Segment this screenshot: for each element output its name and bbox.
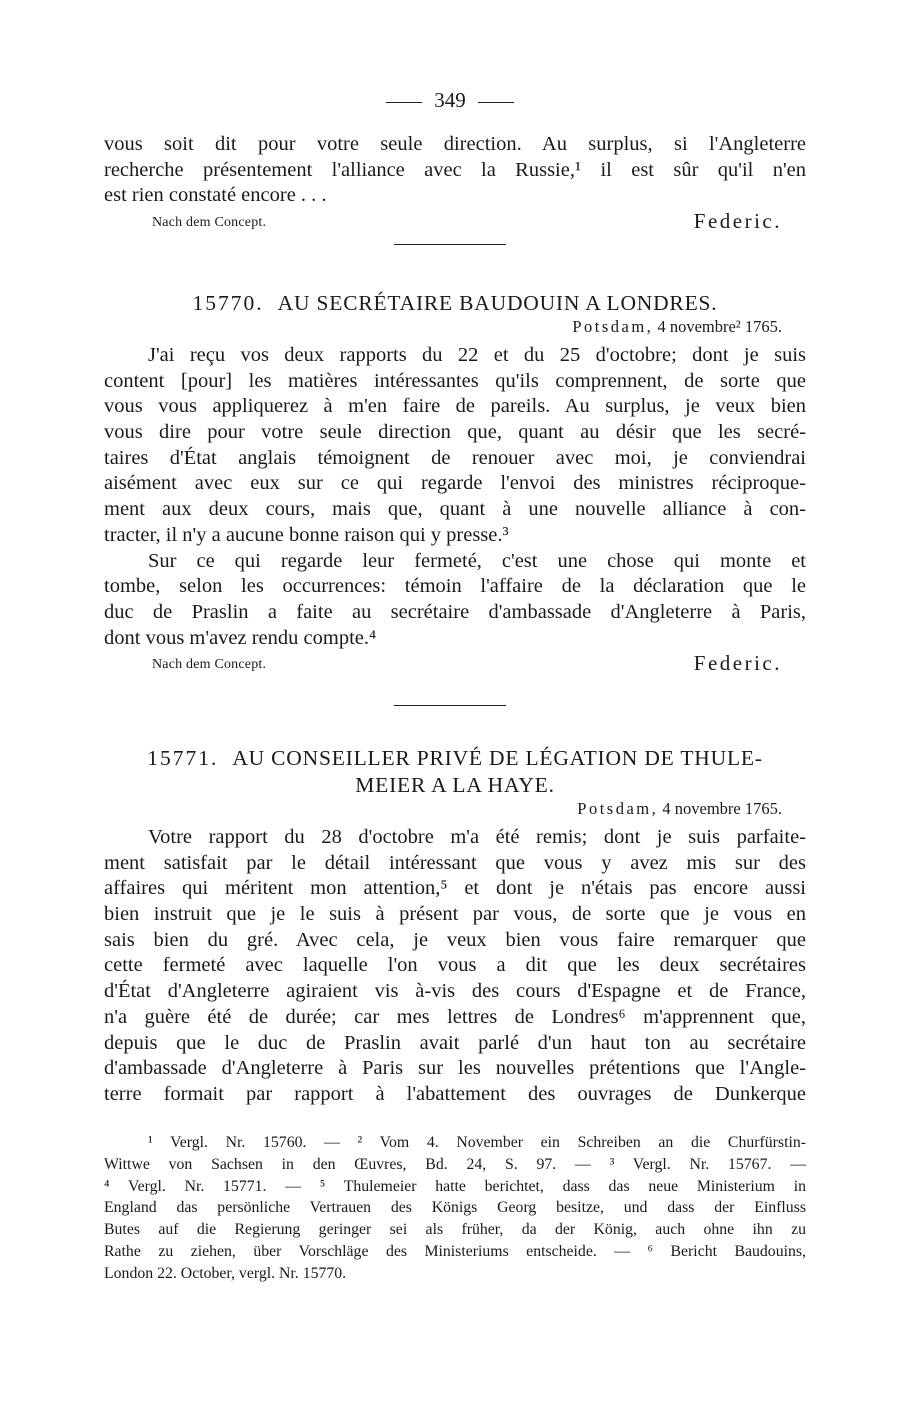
page-number-header bbox=[0, 88, 900, 113]
page-number: 349 bbox=[434, 88, 466, 112]
text-line: ment satisfait par le détail intéressant que vous y avez mis sur des bbox=[104, 851, 806, 874]
dateline-place: Potsdam, bbox=[572, 317, 654, 336]
text-line: Votre rapport du 28 d'octobre m'a été remis; dont je suis parfaite- bbox=[148, 826, 806, 848]
dateline-place: Potsdam, bbox=[577, 799, 659, 818]
section-divider bbox=[394, 705, 506, 706]
source-note: Nach dem Concept. bbox=[152, 657, 267, 673]
letter-heading-continued: MEIER A LA HAYE. bbox=[355, 773, 555, 797]
footnote-line: ⁴ Vergl. Nr. 15771. — ⁵ Thulemeier hatte berichtet, dass das neue Ministerium in bbox=[104, 1177, 806, 1195]
text-line: Sur ce qui regarde leur fermeté, c'est une chose qui monte et bbox=[148, 549, 806, 572]
text-line: sais bien du gré. Avec cela, je veux bien vous faire remarquer que bbox=[104, 928, 806, 951]
text-line: vous vous appliquerez à m'en faire de pareils. Au surplus, je veux bien bbox=[104, 395, 806, 418]
footnotes bbox=[104, 1132, 806, 1285]
text-line: dont vous m'avez rendu compte.⁴ bbox=[104, 626, 377, 649]
text-line: d'ambassade d'Angleterre à Paris sur les nouvelles prétentions que l'Angle- bbox=[104, 1057, 806, 1080]
section-divider bbox=[394, 244, 506, 245]
letter-heading bbox=[104, 290, 806, 317]
text-line: terre formait par rapport à l'abattement des ouvrages de Dunkerque bbox=[104, 1082, 806, 1105]
dateline bbox=[104, 799, 806, 819]
source-note: Nach dem Concept. bbox=[152, 215, 267, 231]
footnote-line: ¹ Vergl. Nr. 15760. — ² Vom 4. November ein Schreiben an die Churfürstin- bbox=[148, 1134, 806, 1151]
text-line: n'a guère été de durée; car mes lettres de Londres⁶ m'apprennent que, bbox=[104, 1005, 806, 1028]
text-line: duc de Praslin a faite au secrétaire d'ambassade d'Angleterre à Paris, bbox=[104, 600, 806, 623]
dateline bbox=[104, 317, 806, 337]
dateline-date: 4 novembre 1765. bbox=[662, 799, 782, 818]
text-line: tombe, selon les occurrences: témoin l'affaire de la déclaration que le bbox=[104, 575, 806, 598]
footnote-line: England das persönliche Vertrauen des Königs Georg besitze, und dass der Einfluss bbox=[104, 1199, 806, 1217]
signature: Federic. bbox=[693, 651, 782, 676]
text-line: tracter, il n'y a aucune bonne raison qui y presse.³ bbox=[104, 523, 509, 546]
footnote-line: London 22. October, vergl. Nr. 15770. bbox=[104, 1264, 347, 1282]
dateline-date: 4 novembre² 1765. bbox=[657, 317, 782, 336]
footnote-line: Butes auf die Regierung geringer sei als früher, da der König, auch ohne ihn zu bbox=[104, 1221, 806, 1239]
text-line: vous dire pour votre seule direction que, quant au désir que les secré- bbox=[104, 421, 806, 444]
text-line: depuis que le duc de Praslin avait parlé d'un haut ton au secrétaire bbox=[104, 1031, 806, 1054]
text-line: taires d'État anglais témoignent de renouer avec moi, je conviendrai bbox=[104, 446, 806, 469]
closing-row bbox=[104, 209, 806, 235]
letter-number: 15771. bbox=[147, 746, 219, 770]
signature: Federic. bbox=[693, 209, 782, 234]
letter-15771 bbox=[104, 745, 806, 1108]
footnote-line: Rathe zu ziehen, über Vorschläge des Ministeriums entscheide. — ⁶ Bericht Baudouins, bbox=[104, 1242, 806, 1260]
letter-15770 bbox=[104, 290, 806, 677]
closing-row bbox=[104, 651, 806, 677]
letter-title: AU CONSEILLER PRIVÉ DE LÉGATION DE THULE- bbox=[232, 746, 763, 770]
text-line: est rien constaté encore . . . bbox=[104, 184, 327, 207]
text-line: bien instruit que je le suis à présent par vous, de sorte que je vous en bbox=[104, 903, 806, 926]
text-line: d'État d'Angleterre agiraient vis à-vis des cours d'Espagne et de France, bbox=[104, 980, 806, 1003]
text-line: ment aux deux cours, mais que, quant à une nouvelle alliance à con- bbox=[104, 498, 806, 521]
text-line: affaires qui méritent mon attention,⁵ et dont je n'étais pas encore aussi bbox=[104, 877, 806, 900]
letter-number: 15770. bbox=[192, 291, 264, 315]
letter-title: AU SECRÉTAIRE BAUDOUIN A LONDRES. bbox=[277, 291, 718, 315]
text-line: J'ai reçu vos deux rapports du 22 et du 25 d'octobre; dont je suis bbox=[148, 344, 806, 366]
text-line: aisément avec eux sur ce qui regarde l'envoi des ministres réciproque- bbox=[104, 472, 806, 495]
text-line: recherche présentement l'alliance avec la Russie,¹ il est sûr qu'il n'en bbox=[104, 158, 806, 181]
text-line: cette fermeté avec laquelle l'on vous a dit que les deux secrétaires bbox=[104, 954, 806, 977]
header-dash-right bbox=[478, 102, 514, 103]
header-dash-left bbox=[386, 102, 422, 103]
letter-heading bbox=[104, 745, 806, 772]
footnote-line: Wittwe von Sachsen in den Œuvres, Bd. 24, S. 97. — ³ Vergl. Nr. 15767. — bbox=[104, 1155, 806, 1173]
text-line: content [pour] les matières intéressantes qu'ils comprennent, de sorte que bbox=[104, 369, 806, 392]
intro-section bbox=[104, 132, 806, 235]
text-line: vous soit dit pour votre seule direction. Au surplus, si l'Angleterre bbox=[104, 133, 806, 155]
